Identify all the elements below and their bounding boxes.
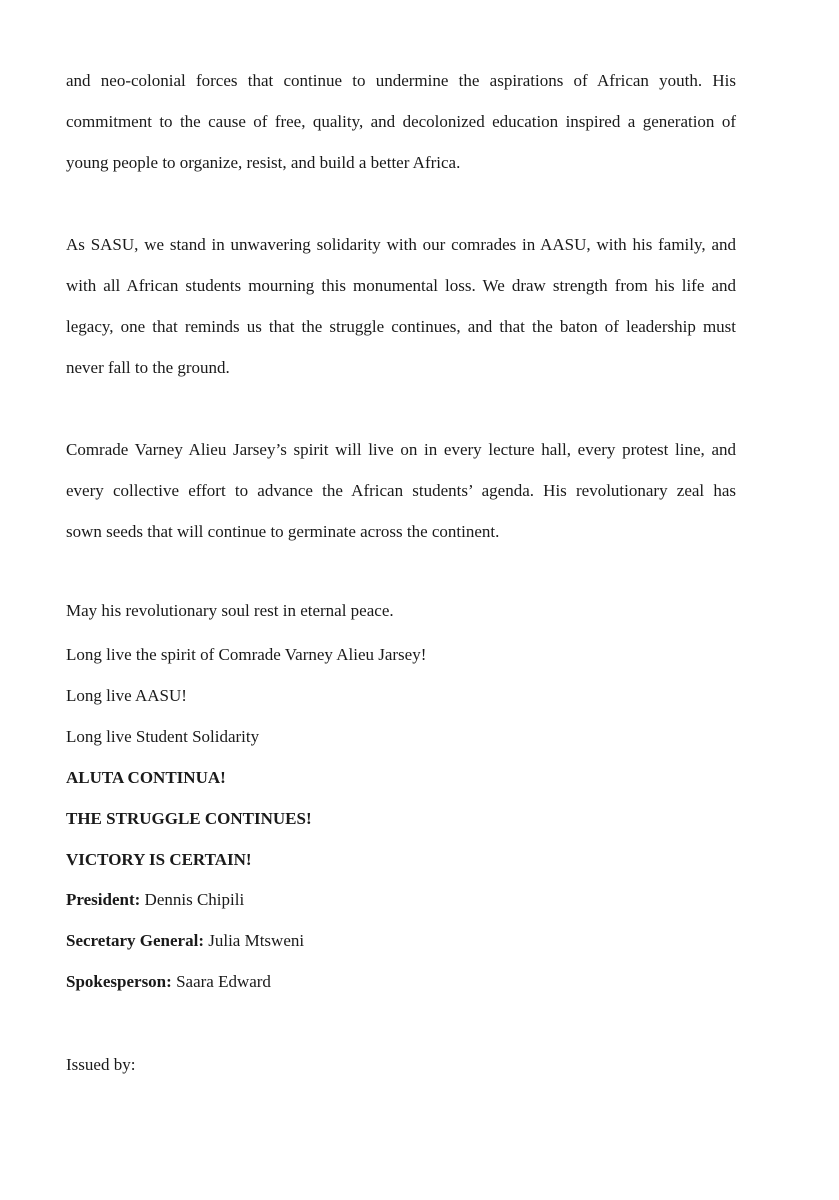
- signatory-name: Julia Mtsweni: [208, 931, 305, 950]
- paragraph-line: never fall to the ground.: [66, 358, 230, 377]
- paragraph-solidarity: [66, 224, 736, 388]
- paragraph-legacy: [66, 429, 736, 552]
- paragraph-line: Comrade Varney Alieu Jarsey’s spirit will live on in every lecture hall, every protest line, and: [66, 440, 736, 459]
- slogan: THE STRUGGLE CONTINUES!: [66, 809, 312, 828]
- signatory-role: Spokesperson:: [66, 972, 172, 991]
- signatory-role: Secretary General:: [66, 931, 204, 950]
- paragraph-line: As SASU, we stand in unwavering solidarity with our comrades in AASU, with his family, and: [66, 235, 736, 254]
- signatory-name: Dennis Chipili: [144, 890, 245, 909]
- slogan: VICTORY IS CERTAIN!: [66, 850, 252, 869]
- closing-line: Long live Student Solidarity: [66, 727, 260, 746]
- signatory-spokesperson: [66, 970, 271, 994]
- paragraph-line: sown seeds that will continue to germinate across the continent.: [66, 522, 500, 541]
- paragraph-line: and neo-colonial forces that continue to undermine the aspirations of African youth. His: [66, 71, 736, 90]
- closing-line: May his revolutionary soul rest in eternal peace.: [66, 601, 394, 620]
- signatory-name: Saara Edward: [176, 972, 271, 991]
- paragraph-line: with all African students mourning this monumental loss. We draw strength from his life and: [66, 276, 736, 295]
- slogan: ALUTA CONTINUA!: [66, 768, 226, 787]
- paragraph-line: commitment to the cause of free, quality, and decolonized education inspired a generation of: [66, 112, 736, 131]
- signatory-president: [66, 888, 244, 912]
- paragraph-line: legacy, one that reminds us that the struggle continues, and that the baton of leadership must: [66, 317, 736, 336]
- closing-line: Long live the spirit of Comrade Varney Alieu Jarsey!: [66, 645, 427, 664]
- paragraph-line: young people to organize, resist, and build a better Africa.: [66, 153, 461, 172]
- signatory-secretary-general: [66, 929, 304, 953]
- closing-line: Long live AASU!: [66, 686, 187, 705]
- paragraph-tribute: [66, 60, 736, 183]
- signatory-role: President:: [66, 890, 141, 909]
- paragraph-line: every collective effort to advance the African students’ agenda. His revolutionary zeal has: [66, 481, 736, 500]
- issued-by-label: Issued by:: [66, 1055, 136, 1074]
